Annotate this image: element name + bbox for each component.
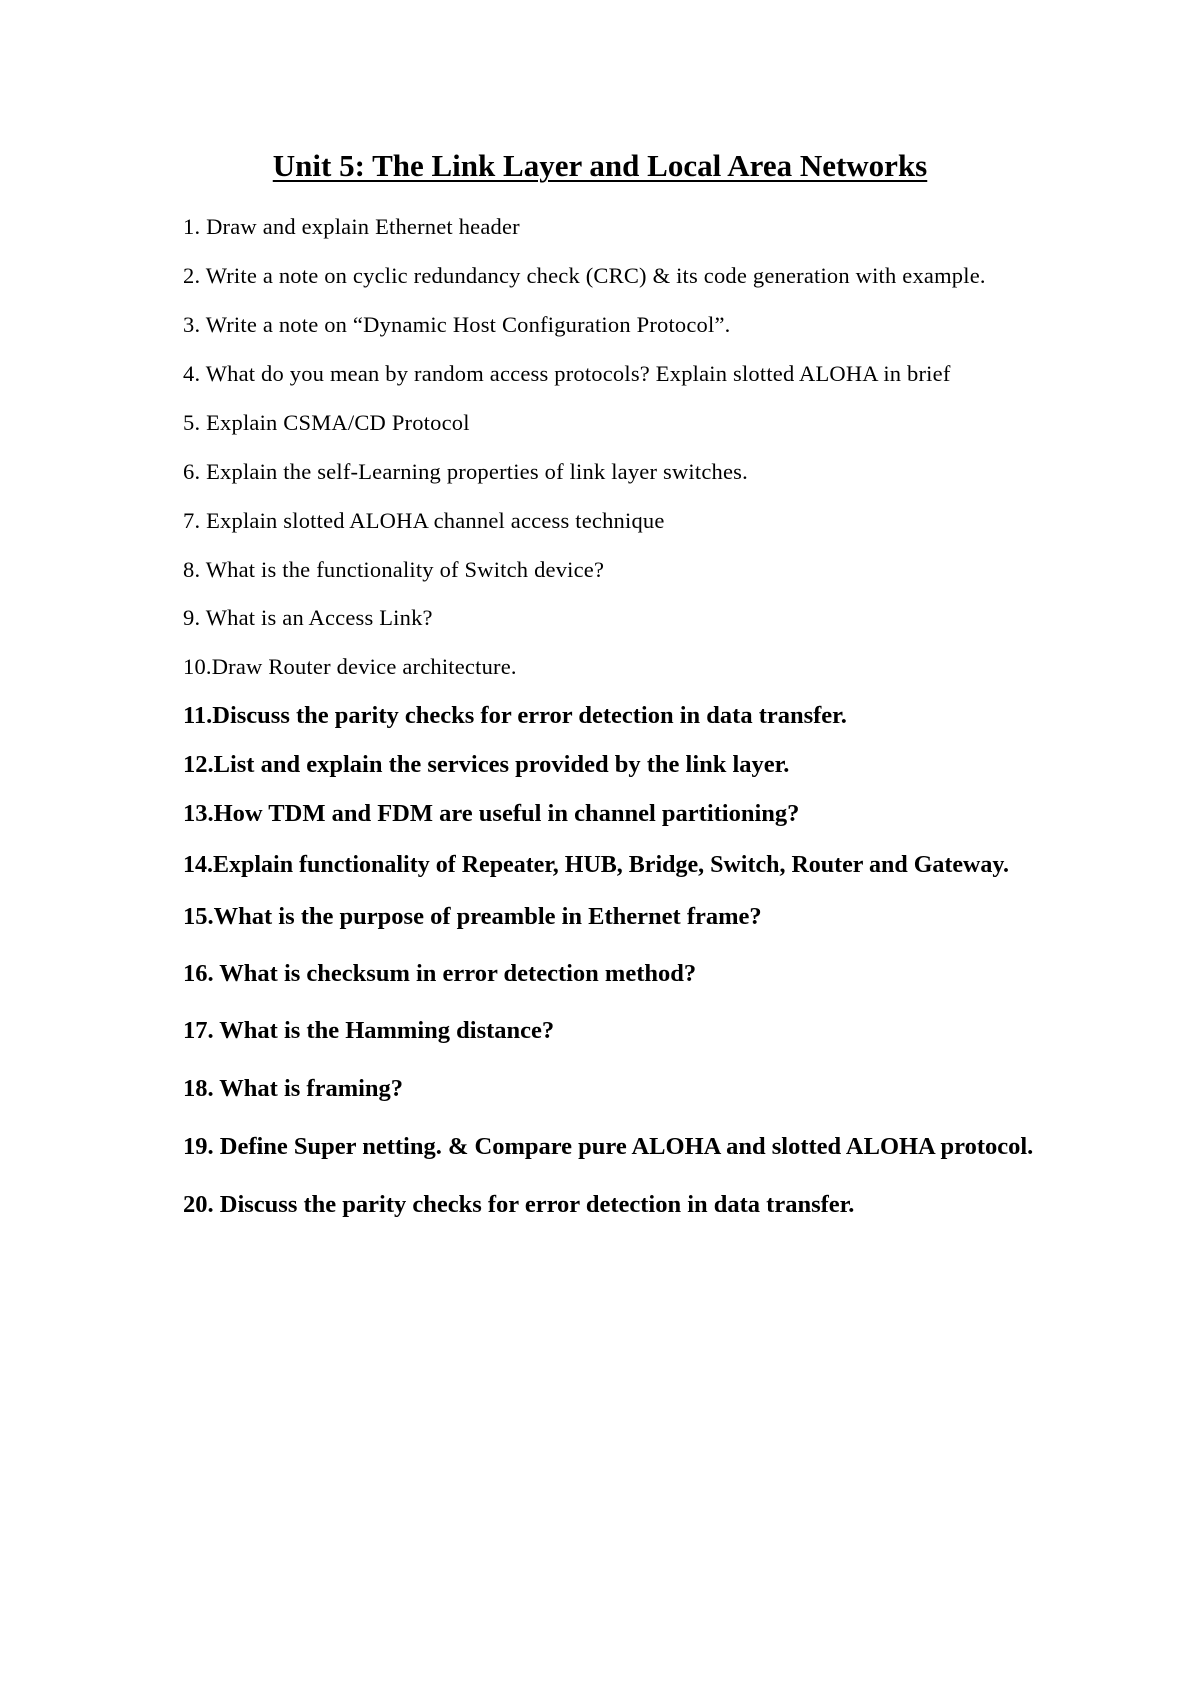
question-14: 14.Explain functionality of Repeater, HUB, Bridge, Switch, Router and Gateway. <box>183 852 1010 878</box>
question-15: 15.What is the purpose of preamble in Ethernet frame? <box>183 903 762 930</box>
question-7: 7. Explain slotted ALOHA channel access technique <box>183 508 665 533</box>
question-1: 1. Draw and explain Ethernet header <box>183 214 520 239</box>
question-19: 19. Define Super netting. & Compare pure ALOHA and slotted ALOHA protocol. <box>183 1133 1034 1160</box>
question-9: 9. What is an Access Link? <box>183 605 433 630</box>
question-20: 20. Discuss the parity checks for error detection in data transfer. <box>183 1191 855 1218</box>
question-2: 2. Write a note on cyclic redundancy check (CRC) & its code generation with example. <box>183 263 986 288</box>
question-8: 8. What is the functionality of Switch device? <box>183 557 605 582</box>
question-16: 16. What is checksum in error detection method? <box>183 960 697 987</box>
page-title: Unit 5: The Link Layer and Local Area Networks <box>272 148 928 183</box>
question-13: 13.How TDM and FDM are useful in channel partitioning? <box>183 800 800 827</box>
question-10: 10.Draw Router device architecture. <box>183 654 517 679</box>
question-17: 17. What is the Hamming distance? <box>183 1017 555 1044</box>
question-12: 12.List and explain the services provided by the link layer. <box>183 751 790 778</box>
question-4: 4. What do you mean by random access protocols? Explain slotted ALOHA in brief <box>183 361 951 386</box>
question-5: 5. Explain CSMA/CD Protocol <box>183 410 470 435</box>
question-3: 3. Write a note on “Dynamic Host Configuration Protocol”. <box>183 312 731 337</box>
question-18: 18. What is framing? <box>183 1075 404 1102</box>
question-6: 6. Explain the self-Learning properties of link layer switches. <box>183 459 748 484</box>
question-11: 11.Discuss the parity checks for error detection in data transfer. <box>183 702 847 729</box>
